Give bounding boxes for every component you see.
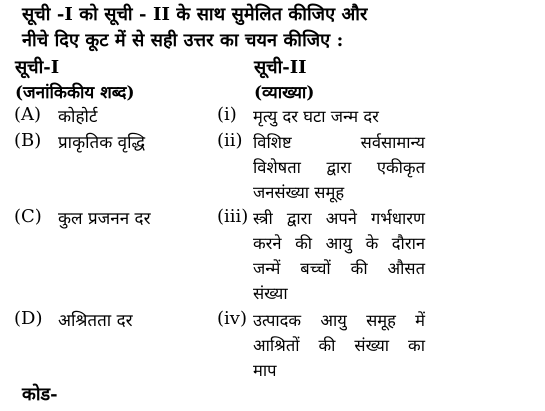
definition-line: जन्में बच्चों की औसत <box>253 259 425 278</box>
list2-item-definition <box>253 104 425 129</box>
list2-subtitle: (व्याख्या) <box>254 83 315 103</box>
list1-item-term: कोहोर्ट <box>58 107 98 127</box>
definition-line: मृत्यु दर घटा जन्म दर <box>253 107 379 126</box>
list2-item-definition <box>253 130 425 205</box>
definition-line: स्त्री द्वारा अपने गर्भधारण <box>253 209 425 228</box>
list1-item-tag: (A) <box>14 104 42 125</box>
list2-item-tag: (iv) <box>217 308 247 329</box>
instruction-line-1: सूची -I को सूची - II के साथ सुमेलित कीजिए और <box>22 4 368 25</box>
definition-line: करने की आयु के दौरान <box>253 234 425 253</box>
list1-item-term: कुल प्रजनन दर <box>58 209 151 229</box>
definition-line: जनसंख्या समूह <box>253 183 345 202</box>
code-label: कोड- <box>22 384 58 405</box>
list2-item-tag: (i) <box>217 104 237 125</box>
definition-line: आश्रितों की संख्या का <box>253 336 425 355</box>
list1-item-tag: (D) <box>14 308 43 329</box>
list2-item-tag: (ii) <box>217 130 243 151</box>
list1-item-tag: (B) <box>14 130 42 151</box>
definition-line: विशेषता द्वारा एकीकृत <box>253 158 425 177</box>
list2-title: सूची-II <box>254 57 307 78</box>
list1-subtitle: (जनांकिकीय शब्द) <box>15 83 135 103</box>
list2-item-tag: (iii) <box>217 206 249 227</box>
list1-item-tag: (C) <box>14 206 42 227</box>
list1-title: सूची-I <box>15 57 60 78</box>
list1-item-term: अश्रितता दर <box>58 311 133 331</box>
list1-item-term: प्राकृतिक वृद्धि <box>58 133 146 153</box>
instruction-line-2: नीचे दिए कूट में से सही उत्तर का चयन कीजिए : <box>22 30 344 51</box>
definition-line: उत्पादक आयु समूह में <box>253 311 425 330</box>
definition-line: माप <box>253 361 277 380</box>
definition-line: संख्या <box>253 284 288 303</box>
list2-item-definition <box>253 308 425 383</box>
list2-item-definition <box>253 206 425 306</box>
definition-line: विशिष्ट सर्वसामान्य <box>253 133 425 152</box>
